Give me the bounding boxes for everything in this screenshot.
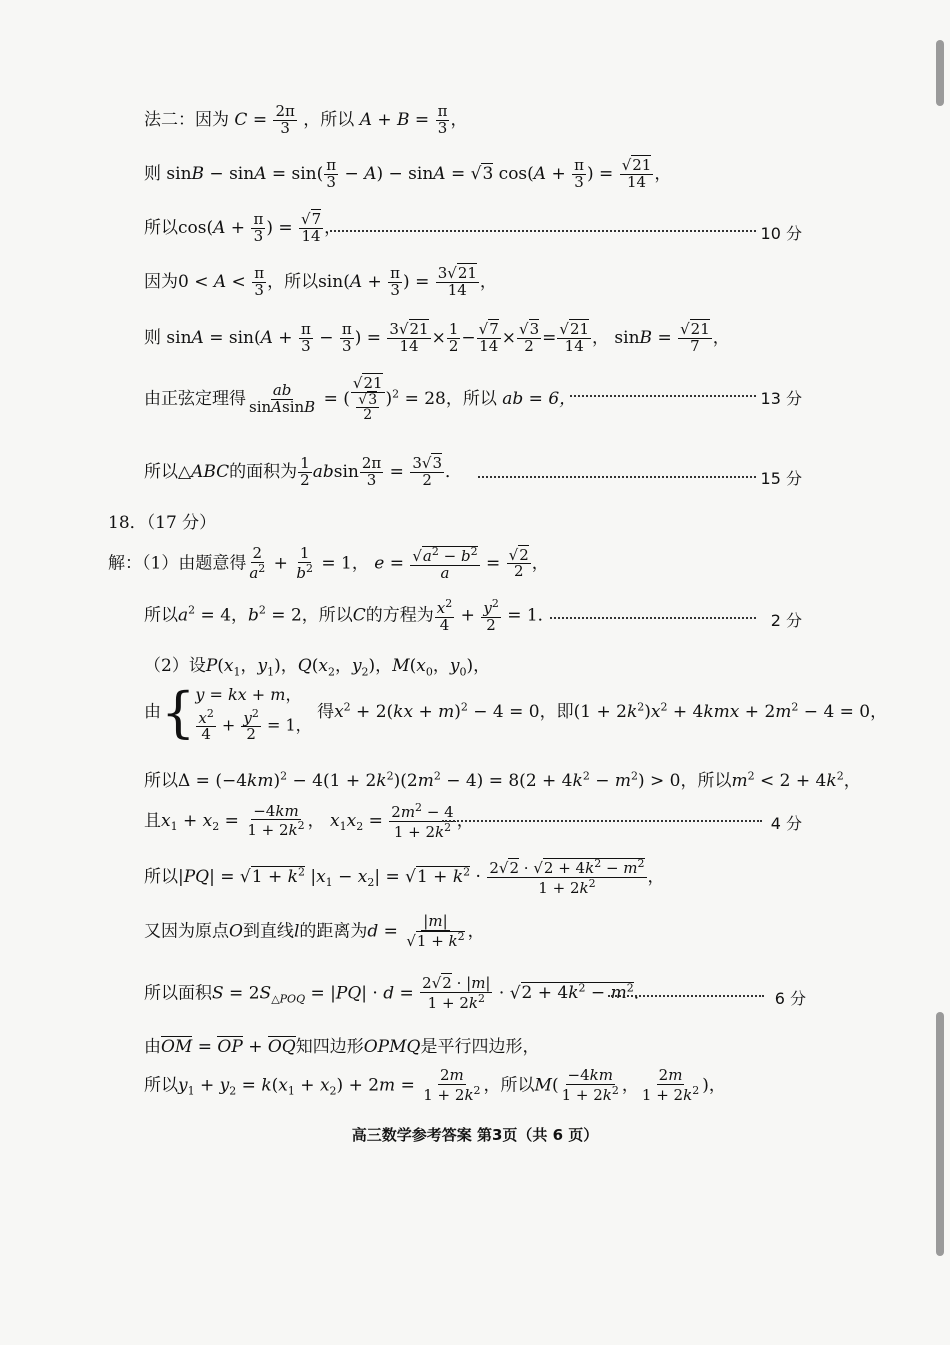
l17-mid: 知四边形 [295, 1037, 364, 1057]
l18-mid: ，所以 [483, 1075, 535, 1096]
line-ellipse-eq: 所以$a^2 = 4$，$b^2 = 2$，所以C的方程为 $\frac{x^2}{4}$ + $\frac{y^2}{2}$ = 1． [144, 597, 555, 634]
dotted-leader [570, 395, 756, 397]
line-method2: 法二：因为 C = $\frac{2\pi}{3}$ ，所以 A + B = $\frac{\pi}{3}$ ， [144, 102, 468, 137]
dotted-leader [550, 617, 756, 619]
line-vieta: 且$x_1 + x_2$ = $\frac{-4km}{1 + 2k^2}$ ， $x_1x_2$ = $\frac{2m^2 - 4}{1 + 2k^2}$ ， [144, 801, 474, 841]
var-c: C [234, 109, 248, 130]
line-sine-law: 由正弦定理得 $\frac{ab}{\text{sinAsinB}}$ = ( $\frac{√21}{\frac{√3}{2}}$ )$^2$ = 28，所以 ab = 6， [144, 374, 577, 424]
line-range: 因为0 < A < $\frac{\pi}{3}$ ，所以sin(A + $\frac{\pi}{3}$ ) = $\frac{3√21}{14}$ ， [144, 264, 497, 299]
l16-pre: 所以面积 [144, 983, 212, 1004]
line-area-s: 所以面积$S = 2S_{\triangle POQ} = |PQ| \cdot d$ = $\frac{2√2 \cdot |m|}{1 + 2k^2}$ · $√2 + 4k^2 - m^2$． [144, 974, 651, 1012]
l9-mid2: 的方程为 [365, 605, 434, 626]
l1-ab: A + B = [359, 109, 430, 130]
score-6: 6 分 [774, 989, 806, 1008]
line-system: 由{ y = kx + m， $\frac{x^2}{4}$ + $\frac{y^2}{2}$ = 1， 得$x^2 + 2(kx + m)^2 - 4 = 0$，即$(1 + 2k^2)x^2 + 4kmx + 2m^2 - 4 = 0$， [144, 680, 888, 744]
l17-q: OPMQ [363, 1037, 421, 1057]
scrollbar-top[interactable] [936, 40, 944, 106]
line-cos: 所以cos(A + $\frac{\pi}{3}$ ) = $\frac{√7}{14}$ ， [144, 210, 342, 245]
l7-pre: 所以 [144, 461, 178, 482]
line-sol1: 解：（1）由题意得 $\frac{2}{a^2}$ + $\frac{1}{b^2}$ = 1， e = $\frac{√a^2 - b^2}{a}$ = $\frac{√2}{2}$ ， [108, 544, 549, 582]
dotted-leader [330, 230, 756, 232]
line-area: 所以△ABC的面积为 $\frac{1}{2}$ absin $\frac{2\pi}{3}$ = $\frac{3√3}{2}$ ． [144, 454, 462, 489]
l15-o: O [229, 921, 243, 942]
l14-pre: 所以 [144, 866, 178, 887]
l3-pre: 所以 [144, 217, 178, 238]
line-part2: （2）设$P(x_1$，$y_1$)，$Q(x_2$，$y_2$)，$M(x_0$，$y_0$)， [144, 656, 491, 679]
sol-label: 解：（1）由题意得 [108, 553, 247, 574]
l7-abc: ABC [191, 461, 230, 482]
dotted-leader [608, 995, 764, 997]
line-parallelogram: 由OM = OP + OQ知四边形OPMQ是平行四边形， [144, 1037, 540, 1057]
brace-icon: { [161, 680, 196, 744]
score-10: 10 分 [760, 224, 802, 243]
l15-pre: 又因为原点 [144, 921, 229, 942]
l4-pre: 因为 [144, 271, 178, 292]
line-distance: 又因为原点O到直线l的距离为d = $\frac{|m|}{√1 + k^2}$ ， [144, 912, 485, 950]
sys-ie: ，即 [539, 702, 574, 723]
l5-pre: 则 [144, 327, 161, 348]
part2-label: （2）设 [144, 656, 206, 676]
line-m-coords: 所以$y_1 + y_2 = k(x_1 + x_2) + 2m$ = $\frac{2m}{1 + 2k^2}$ ，所以M( $\frac{-4km}{1 + 2k^2}$ ， $\frac{2m}{1 + 2k^2}$ )， [144, 1066, 726, 1104]
score-4: 4 分 [770, 814, 802, 833]
l6-ab: ab = 6， [502, 389, 577, 410]
sys-get: 得 [317, 702, 335, 723]
frac-pi-3: $\frac{\pi}{3}$ [437, 102, 448, 137]
line-discriminant: 所以$\Delta = (-4km)^2 - 4(1 + 2k^2)(2m^2 - 4) = 8(2 + 4k^2 - m^2) > 0$，所以$m^2 < 2 + 4k^2$， [144, 769, 861, 791]
l6-pre: 由正弦定理得 [144, 389, 246, 410]
l15-l: l [293, 921, 300, 942]
method2-label: 法二：因为 [144, 109, 229, 130]
line-sina: 则 sinA = sin(A + $\frac{\pi}{3}$ − $\frac{\pi}{3}$ ) = $\frac{3√21}{14}$ × $\frac{1}{2}$ − $\frac{√7}{14}$ × $\frac{√3}{2}$ = $\frac{√21}{14}$ ， sinB = $\frac{√21}{7}$ ， [144, 320, 730, 355]
score-15: 15 分 [760, 469, 802, 488]
page-footer: 高三数学参考答案 第3页（共 6 页） [351, 1126, 599, 1144]
l7-mid: 的面积为 [229, 461, 298, 482]
q18-header: 18．（17 分） [108, 513, 217, 533]
l12-pre: 所以 [144, 771, 178, 791]
triangle-symbol: △ [178, 461, 192, 482]
l9-pre: 所以 [144, 605, 178, 626]
l4-mid: ，所以 [267, 271, 319, 292]
line-pq: 所以$|PQ| = √1 + k^2$ $|x_1 - x_2| = √1 + k^2$ · $\frac{2√2 \cdot √2 + 4k^2 - m^2}{1 + 2k^2}$ ， [144, 857, 665, 897]
dotted-leader [478, 476, 756, 478]
l2-pre: 则 [144, 163, 161, 184]
l17-pre: 由 [144, 1037, 161, 1057]
sys-pre: 由 [144, 702, 161, 723]
l13-pre: 且 [144, 810, 161, 831]
l9-mid: ，所以 [301, 605, 353, 626]
frac-2pi-3: $\frac{2\pi}{3}$ [275, 102, 295, 137]
l9-c: C [352, 605, 366, 626]
dotted-leader [442, 820, 762, 822]
l15-mid: 到直线 [242, 921, 294, 942]
line-sinb-sina: 则 sinB − sinA = sin( $\frac{\pi}{3}$ − A) − sinA = √3 cos(A + $\frac{\pi}{3}$ ) = $\frac{√21}{14}$ ， [144, 156, 672, 191]
l18-pre: 所以 [144, 1075, 178, 1096]
score-13: 13 分 [760, 389, 802, 408]
score-2: 2 分 [770, 611, 802, 630]
l12-mid: ，所以 [680, 771, 732, 791]
l1-mid: ，所以 [303, 109, 355, 130]
l6-mid: = 28，所以 [404, 389, 497, 410]
l15-mid2: 的距离为 [299, 921, 368, 942]
l17-post: 是平行四边形， [420, 1037, 540, 1057]
